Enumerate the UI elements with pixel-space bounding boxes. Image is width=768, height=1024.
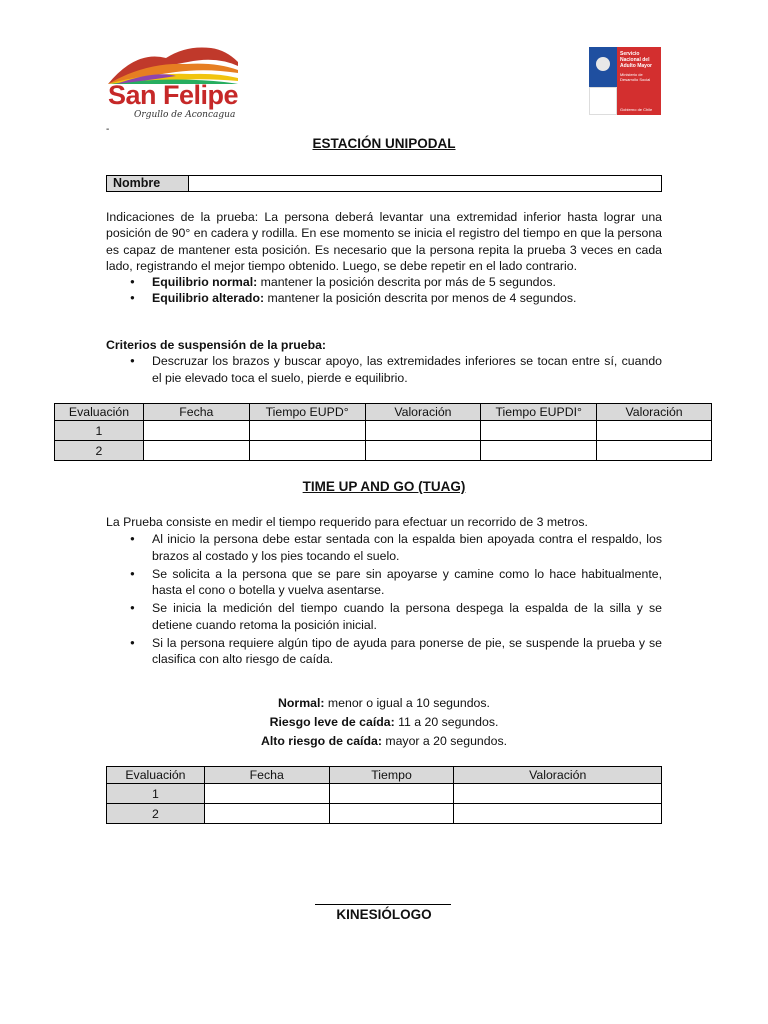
table-row: 2 [107, 804, 662, 824]
dash-mark: - [106, 124, 110, 135]
instructions-block [106, 209, 662, 307]
list-item: ● Equilibrio normal: mantener la posición descrita por más de 5 segundos. [106, 274, 662, 290]
logo-right-line1: Servicio Nacional del Adulto Mayor [620, 51, 652, 69]
list-item: ● Se inicia la medición del tiempo cuando la persona despega la espalda de la silla y se detiene cuando retoma la posición inicial. [106, 600, 662, 633]
list-item: ● Descruzar los brazos y buscar apoyo, las extremidades inferiores se tocan entre sí, cuando el pie elevado toca el suelo, pierde e equilibrio. [106, 353, 662, 386]
alto-line: Alto riesgo de caída: mayor a 20 segundos. [260, 734, 508, 748]
logo-right-line3: Gobierno de Chile [620, 107, 653, 112]
section2-title: TIME UP AND GO (TUAG) [302, 479, 466, 494]
list-item: ● Se solicita a la persona que se pare sin apoyarse y camine como lo hace habitualmente, hasta el cono o botella y vuelva asentarse. [106, 566, 662, 599]
list-item: ● Equilibrio alterado: mantener la posición descrita por menos de 4 segundos. [106, 290, 662, 306]
mountain-logo-icon [106, 40, 241, 85]
table-header-row: Evaluación Fecha Tiempo Valoración [107, 767, 662, 784]
logo-title: San Felipe [108, 80, 239, 110]
list-item: ● Si la persona requiere algún tipo de ayuda para ponerse de pie, se suspende la prueba y se clasifica con alto riesgo de caída. [106, 635, 662, 668]
name-label: Nombre [107, 176, 189, 191]
signature-label: KINESIÓLOGO [336, 907, 432, 922]
tuag-table [106, 766, 662, 824]
criteria-block [106, 337, 662, 386]
instructions-text: Indicaciones de la prueba: La persona deberá levantar una extremidad inferior hasta lograr una posición de 90° en cadera y rodilla. En ese momento se inicia el registro del tiempo en que la persona es capaz de mantener esta posición. Es necesario que la persona repita la prueba 3 veces en cada lado, registrando el mejor tiempo obtenido. Luego, se debe repetir en el lado contrario. [106, 210, 662, 273]
name-field[interactable] [106, 175, 662, 192]
tuag-intro: La Prueba consiste en medir el tiempo requerido para efectuar un recorrido de 3 metros. [106, 515, 588, 529]
tuag-block [106, 514, 662, 668]
logo-subtitle: Orgullo de Aconcagua [134, 110, 236, 120]
signature-line [315, 904, 451, 905]
table-header-row: Evaluación Fecha Tiempo EUPD° Valoración Tiempo EUPDI° Valoración [55, 404, 712, 421]
logo-right-line2: Ministerio de Desarrollo Social [620, 72, 651, 82]
section1-title: ESTACIÓN UNIPODAL [312, 136, 456, 151]
unipodal-table [54, 403, 712, 461]
classification-block [0, 694, 768, 751]
senama-logo [589, 47, 661, 115]
criteria-title: Criterios de suspensión de la prueba: [106, 338, 327, 352]
table-row: 1 [55, 421, 712, 441]
crest-icon [596, 57, 610, 71]
san-felipe-logo [106, 40, 241, 130]
list-item: ● Al inicio la persona debe estar sentada con la espalda bien apoyada contra el respaldo, los brazos al costado y los pies tocando el suelo. [106, 531, 662, 564]
leve-line: Riesgo leve de caída: 11 a 20 segundos. [269, 715, 499, 729]
name-input[interactable] [189, 176, 661, 191]
table-row: 2 [55, 441, 712, 461]
normal-line: Normal: menor o igual a 10 segundos. [278, 696, 490, 710]
table-row: 1 [107, 784, 662, 804]
